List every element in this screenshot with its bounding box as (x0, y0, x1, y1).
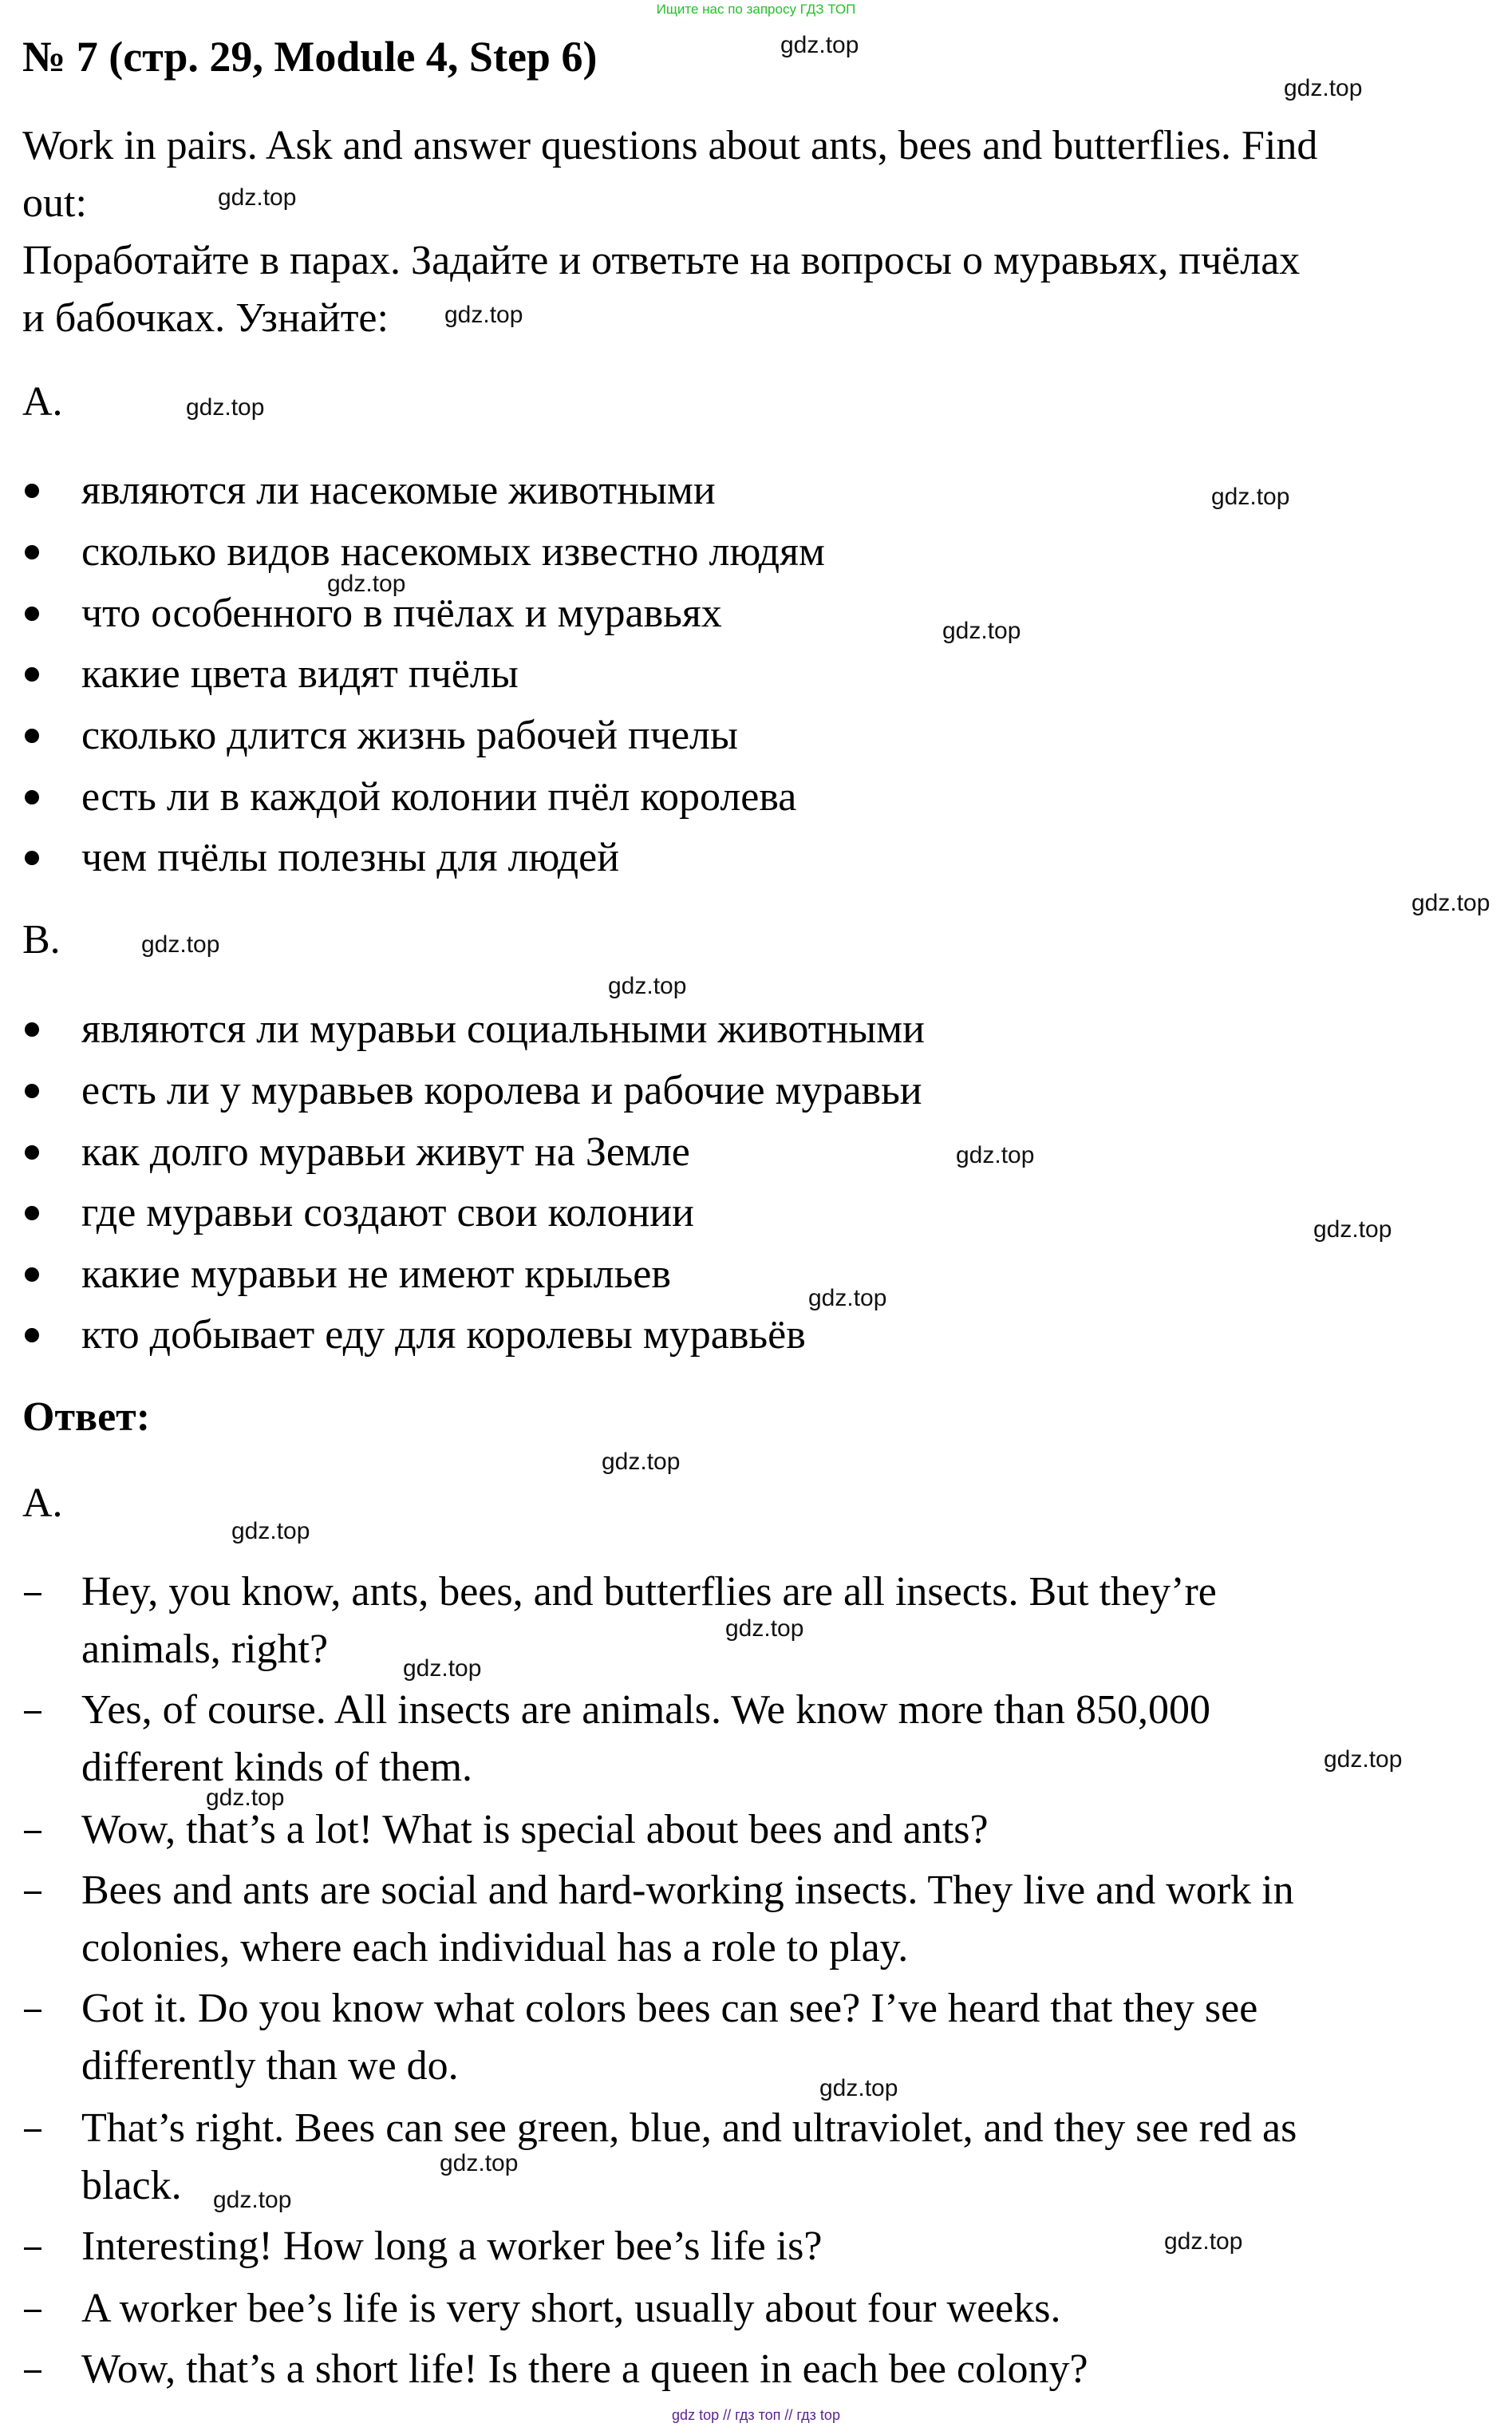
watermark: gdz.top (608, 973, 687, 999)
bullet-dot-icon (25, 1328, 39, 1342)
bullet-dot-icon (25, 607, 39, 621)
dialogue-line (22, 1567, 1217, 1617)
dialogue-line (22, 1805, 989, 1855)
top-banner[interactable]: Ищите нас по запросу ГДЗ ТОП (656, 2, 856, 17)
watermark: gdz.top (186, 394, 265, 421)
watermark: gdz.top (808, 1285, 887, 1311)
dialogue-text: Hey, you know, ants, bees, and butterflies are all insects. But they’re (81, 1569, 1217, 1615)
dialogue-line (22, 1984, 1257, 2034)
bullet-dot-icon (25, 851, 39, 865)
watermark: gdz.top (1313, 1216, 1392, 1243)
dash-icon (24, 2310, 41, 2312)
dialogue-text: Got it. Do you know what colors bees can see? I’ve heard that they see (81, 1986, 1258, 2031)
watermark: gdz.top (444, 302, 523, 328)
bullet-dot-icon (25, 1267, 39, 1282)
bullet-dot-icon (25, 667, 39, 682)
dash-icon (24, 1891, 41, 1894)
dialogue-text: Yes, of course. All insects are animals. We know more than 850,000 (81, 1687, 1210, 1733)
dash-icon (24, 1593, 41, 1595)
bullet-dot-icon (25, 729, 39, 743)
dash-icon (24, 1711, 41, 1714)
list-item (22, 833, 619, 883)
dialogue-text: A worker bee’s life is very short, usually about four weeks. (81, 2286, 1061, 2331)
bullet-dot-icon (25, 1022, 39, 1037)
list-item-text: какие цвета видят пчёлы (81, 651, 519, 697)
dialogue-continuation: animals, right? (81, 1627, 329, 1672)
watermark: gdz.top (1324, 1746, 1403, 1773)
dialogue-text: Wow, that’s a lot! What is special about bees and ants? (81, 1807, 989, 1852)
watermark: gdz.top (403, 1655, 482, 1682)
list-item (22, 1310, 806, 1360)
footer-links[interactable]: gdz top // гдз топ // гдз top (672, 2407, 840, 2423)
task-english-line-2: out: (22, 180, 87, 226)
dash-icon (24, 1831, 41, 1833)
list-item-text: кто добывает еду для королевы муравьёв (81, 1312, 806, 1358)
dash-icon (24, 2129, 41, 2132)
watermark: gdz.top (725, 1615, 804, 1642)
list-item (22, 650, 519, 699)
watermark: gdz.top (440, 2150, 519, 2176)
watermark: gdz.top (956, 1142, 1035, 1168)
watermark: gdz.top (1211, 484, 1290, 510)
list-item (22, 1128, 690, 1177)
watermark: gdz.top (213, 2187, 292, 2213)
list-item-text: сколько длится жизнь рабочей пчелы (81, 713, 738, 758)
section-a-label: A. (22, 379, 63, 425)
list-item (22, 1188, 694, 1238)
dialogue-line (22, 1686, 1210, 1735)
bullet-dot-icon (25, 790, 39, 804)
task-russian-line-1: Поработайте в парах. Задайте и ответьте на вопросы о муравьях, пчёлах (22, 238, 1301, 283)
page-title: № 7 (стр. 29, Module 4, Step 6) (22, 33, 598, 81)
watermark: gdz.top (231, 1518, 310, 1544)
list-item-text: есть ли у муравьев королева и рабочие муравьи (81, 1068, 922, 1113)
dialogue-text: Bees and ants are social and hard-working insects. They live and work in (81, 1868, 1294, 1913)
watermark: gdz.top (218, 184, 297, 211)
watermark: gdz.top (602, 1449, 681, 1475)
bullet-dot-icon (25, 545, 39, 559)
answer-section-a-label: A. (22, 1480, 63, 1526)
dialogue-text: Interesting! How long a worker bee’s life is? (81, 2223, 823, 2269)
list-item-text: где муравьи создают свои колонии (81, 1190, 694, 1235)
list-item-text: являются ли муравьи социальными животными (81, 1006, 925, 1052)
watermark: gdz.top (327, 571, 406, 597)
answer-label: Ответ: (22, 1394, 151, 1440)
watermark: gdz.top (141, 931, 220, 958)
list-item (22, 711, 738, 761)
dialogue-line (22, 2345, 1088, 2394)
list-item-text: что особенного в пчёлах и муравьях (81, 591, 722, 636)
dialogue-text: That’s right. Bees can see green, blue, and ultraviolet, and they see red as (81, 2105, 1297, 2151)
dialogue-line (22, 2104, 1297, 2153)
task-english-line-1: Work in pairs. Ask and answer questions about ants, bees and butterflies. Find (22, 123, 1318, 168)
watermark: gdz.top (206, 1785, 285, 1811)
list-item-text: являются ли насекомые животными (81, 468, 716, 513)
bullet-dot-icon (25, 1206, 39, 1220)
dialogue-text: Wow, that’s a short life! Is there a queen in each bee colony? (81, 2346, 1088, 2392)
watermark: gdz.top (1164, 2228, 1243, 2255)
task-russian-line-2: и бабочках. Узнайте: (22, 295, 389, 341)
dialogue-continuation: black. (81, 2163, 182, 2208)
watermark: gdz.top (942, 618, 1021, 644)
list-item-text: чем пчёлы полезны для людей (81, 835, 620, 880)
dialogue-continuation: colonies, where each individual has a role to play. (81, 1925, 909, 1970)
list-item (22, 1250, 671, 1299)
list-item-text: есть ли в каждой колонии пчёл королева (81, 774, 797, 820)
watermark: gdz.top (1284, 75, 1363, 101)
dialogue-continuation: different kinds of them. (81, 1745, 473, 1790)
dialogue-line (22, 1866, 1294, 1915)
section-b-label: B. (22, 917, 61, 963)
dialogue-line (22, 2222, 822, 2271)
list-item (22, 1066, 922, 1116)
list-item-text: сколько видов насекомых известно людям (81, 529, 825, 575)
dialogue-continuation: differently than we do. (81, 2043, 459, 2089)
list-item (22, 466, 716, 516)
watermark: gdz.top (780, 32, 859, 58)
dialogue-line (22, 2284, 1060, 2334)
watermark: gdz.top (1411, 890, 1490, 916)
bullet-dot-icon (25, 1145, 39, 1160)
list-item (22, 773, 796, 822)
dash-icon (24, 2370, 41, 2373)
list-item-text: как долго муравьи живут на Земле (81, 1129, 690, 1175)
bullet-dot-icon (25, 484, 39, 498)
watermark: gdz.top (819, 2075, 898, 2101)
list-item (22, 1005, 925, 1054)
list-item-text: какие муравьи не имеют крыльев (81, 1251, 671, 1297)
list-item (22, 528, 825, 577)
dash-icon (24, 2247, 41, 2250)
dash-icon (24, 2010, 41, 2012)
bullet-dot-icon (25, 1084, 39, 1098)
